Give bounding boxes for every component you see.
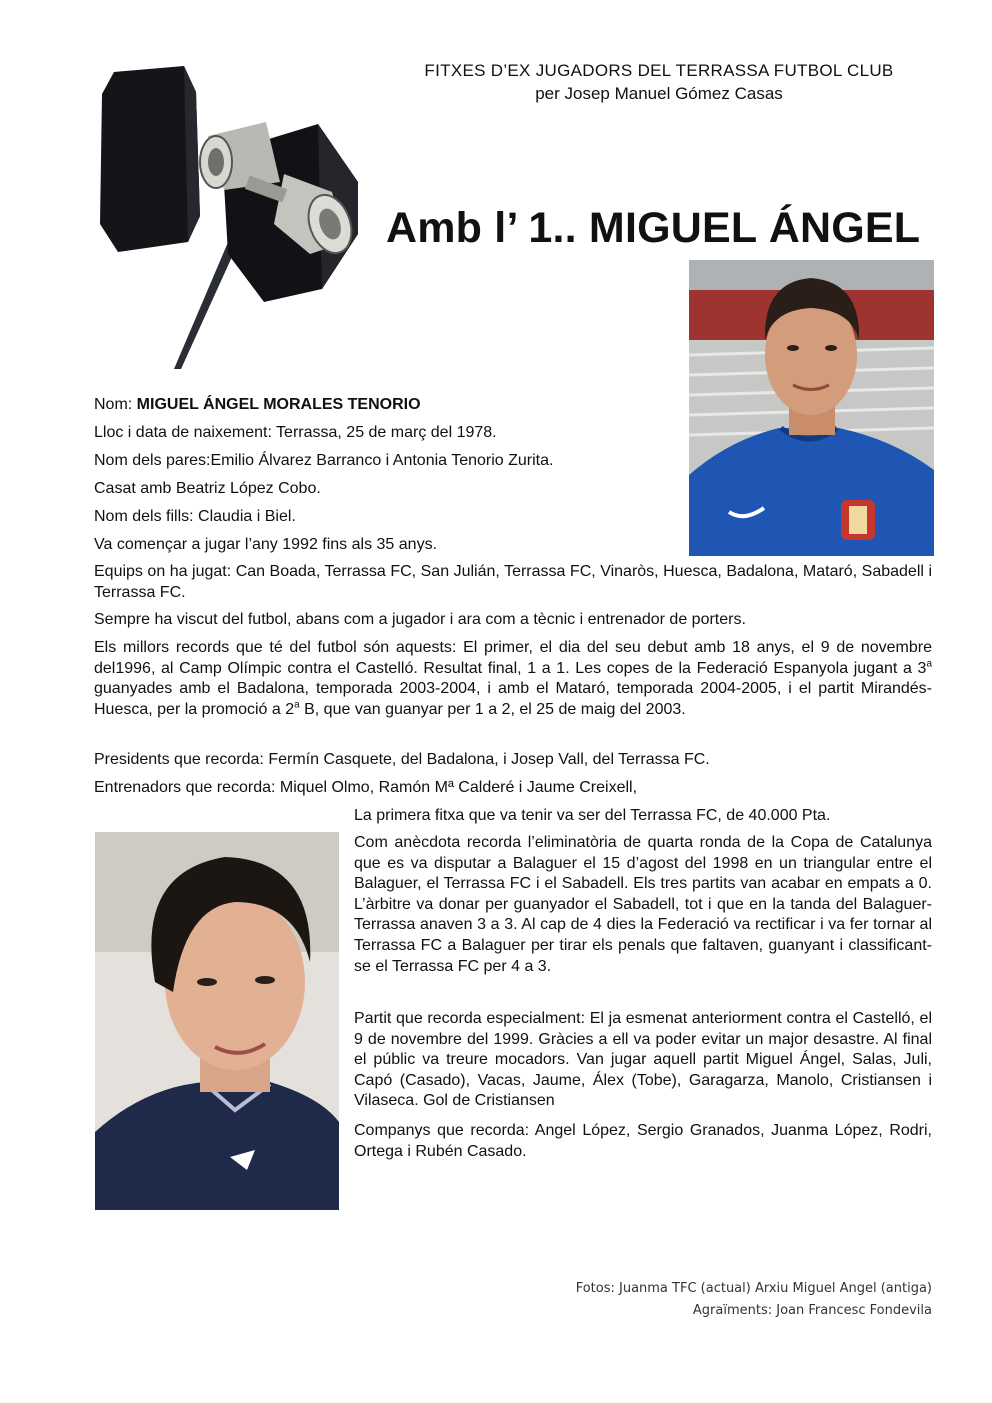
field-casat: Casat amb Beatriz López Cobo. — [94, 480, 321, 497]
records-sup-2: a — [294, 699, 300, 711]
field-nom-value: MIGUEL ÁNGEL MORALES TENORIO — [136, 396, 421, 413]
field-presidents: Presidents que recorda: Fermín Casquete, del Badalona, i Josep Vall, del Terrassa FC. — [94, 751, 710, 768]
field-partit: Partit que recorda especialment: El ja esmenat anteriorment contra el Castelló, el 9 de novembre del 1999. Gràcies a ell va poder evitar un major desastre. Al final el públic va treure mocadors. Van jugar aquell partit Miguel Ángel, Salas, Juli, Capó (Casado), Vacas, Jaume, Álex (Tobe), Garagarza, Manolo, Cristiansen i Vilaseca. Gol de Cristiansen — [354, 1010, 932, 1110]
player-photo-old — [95, 832, 339, 1210]
loudspeaker-logo — [96, 64, 371, 374]
records-text-c: B, que van guanyar per 1 a 2, el 25 de maig del 2003. — [299, 700, 686, 718]
field-companys: Companys que recorda: Angel López, Sergio Granados, Juanma López, Rodri, Ortega i Rubén Casado. — [354, 1122, 932, 1160]
field-entrenadors: Entrenadors que recorda: Miquel Olmo, Ramón Mª Calderé i Jaume Creixell, — [94, 779, 638, 796]
footer-acknowledgements: Agraïments: Joan Francesc Fondevila — [692, 1303, 932, 1318]
records-sup-1: a — [926, 658, 932, 670]
field-equips: Equips on ha jugat: Can Boada, Terrassa FC, San Julián, Terrassa FC, Vinaròs, Huesca, Badalona, Mataró, Sabadell i Terrassa FC. — [94, 563, 932, 601]
field-comencar: Va començar a jugar l’any 1992 fins als 35 anys. — [94, 536, 438, 553]
footer-photo-credits: Fotos: Juanma TFC (actual) Arxiu Miguel Angel (antiga) — [575, 1281, 932, 1296]
records-text-a: Els millors records que té del futbol són aquests: El primer, el dia del seu debut amb 18 anys, el 9 de novembre del1996, al Camp Olímpic contra el Castelló. Resultat final, 1 a 1. Les copes de la Federació Espanyola jugant a 3 — [94, 639, 932, 677]
field-anecdota: Com anècdota recorda l’eliminatòria de quarta ronda de la Copa de Catalunya que es va disputar a Balaguer el 15 d’agost del 1998 en un triangular entre el Balaguer, el Terrassa FC i el Sabadell. Els tres partits van acabar en empats a 0. L’àrbitre va donar per guanyador el Sabadell, tot i que en la tanda del Balaguer-Terrassa anaven 3 a 3. Al cap de 4 dies la Federació va rectificar i va fer tornar al Terrassa FC a Balaguer per tirar els penals que faltaven, guanyant i classificant-se el Terrassa FC per 4 a 3. — [354, 834, 932, 975]
field-nom — [94, 395, 932, 416]
field-pares: Nom dels pares:Emilio Álvarez Barranco i Antonia Tenorio Zurita. — [94, 452, 554, 469]
header-series-title: FITXES D’EX JUGADORS DEL TERRASSA FUTBOL CLUB — [424, 61, 894, 80]
header-author: per Josep Manuel Gómez Casas — [535, 84, 783, 103]
field-fitxa: La primera fitxa que va tenir va ser del Terrassa FC, de 40.000 Pta. — [354, 807, 831, 824]
records-text-b: guanyades amb el Badalona, temporada 2003-2004, i amb el Mataró, temporada 2004-2005, i el partit Mirandés-Huesca, per la promoció a 2 — [94, 680, 932, 718]
field-records — [94, 638, 932, 720]
field-viscut: Sempre ha viscut del futbol, abans com a jugador i ara com a tècnic i entrenador de porters. — [94, 611, 746, 628]
field-nom-label: Nom: — [94, 396, 137, 413]
page-title: Amb l’ 1.. MIGUEL ÁNGEL — [386, 204, 921, 252]
field-naixement: Lloc i data de naixement: Terrassa, 25 de març del 1978. — [94, 424, 497, 441]
field-fills: Nom dels fills: Claudia i Biel. — [94, 508, 296, 525]
